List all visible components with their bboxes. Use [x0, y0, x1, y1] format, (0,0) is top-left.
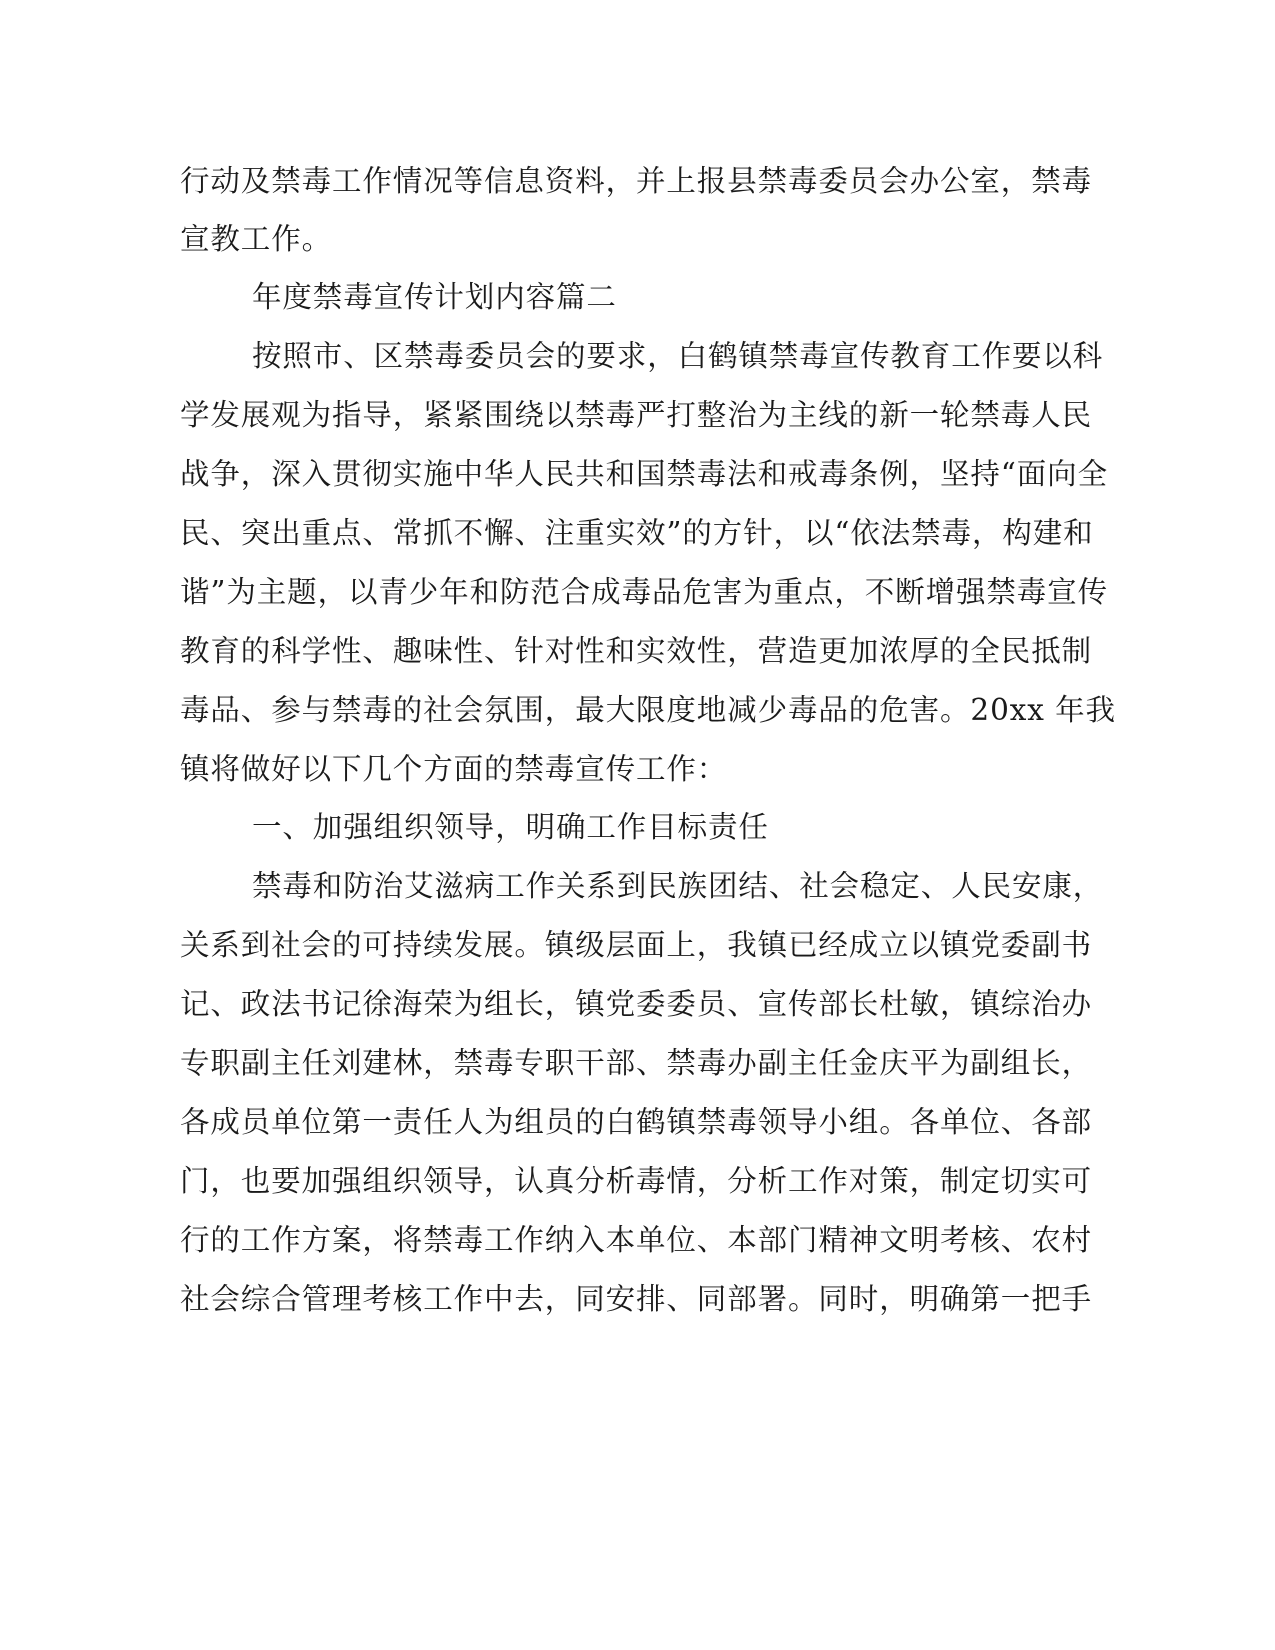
section-title: 年度禁毒宣传计划内容篇二 — [252, 280, 617, 314]
paragraph-line: 门，也要加强组织领导，认真分析毒情，分析工作对策，制定切实可 — [180, 1164, 1093, 1198]
paragraph-line: 禁毒和防治艾滋病工作关系到民族团结、社会稳定、人民安康， — [252, 869, 1104, 903]
paragraph-line: 民、突出重点、常抓不懈、注重实效”的方针，以“依法禁毒，构建和 — [180, 516, 1094, 550]
paragraph-line: 学发展观为指导，紧紧围绕以禁毒严打整治为主线的新一轮禁毒人民 — [180, 398, 1093, 432]
paragraph-line: 关系到社会的可持续发展。镇级层面上，我镇已经成立以镇党委副书 — [180, 928, 1093, 962]
paragraph-line: 各成员单位第一责任人为组员的白鹤镇禁毒领导小组。各单位、各部 — [180, 1105, 1093, 1139]
paragraph-line: 行动及禁毒工作情况等信息资料，并上报县禁毒委员会办公室，禁毒 — [180, 164, 1093, 198]
paragraph-line: 专职副主任刘建林，禁毒专职干部、禁毒办副主任金庆平为副组长， — [180, 1046, 1093, 1080]
paragraph-line: 谐”为主题，以青少年和防范合成毒品危害为重点，不断增强禁毒宣传 — [180, 575, 1108, 609]
paragraph-line: 宣教工作。 — [180, 222, 333, 256]
paragraph-line: 教育的科学性、趣味性、针对性和实效性，营造更加浓厚的全民抵制 — [180, 634, 1093, 668]
section-heading: 一、加强组织领导，明确工作目标责任 — [252, 810, 769, 844]
paragraph-line: 毒品、参与禁毒的社会氛围，最大限度地减少毒品的危害。20xx 年我 — [180, 693, 1116, 727]
paragraph-line: 记、政法书记徐海荣为组长，镇党委委员、宣传部长杜敏，镇综治办 — [180, 987, 1093, 1021]
paragraph-line: 社会综合管理考核工作中去，同安排、同部署。同时，明确第一把手 — [180, 1282, 1093, 1316]
paragraph-line: 战争，深入贯彻实施中华人民共和国禁毒法和戒毒条例，坚持“面向全 — [180, 457, 1108, 491]
paragraph-line: 镇将做好以下几个方面的禁毒宣传工作： — [180, 752, 728, 786]
paragraph-line: 按照市、区禁毒委员会的要求，白鹤镇禁毒宣传教育工作要以科 — [252, 339, 1104, 373]
paragraph-line: 行的工作方案，将禁毒工作纳入本单位、本部门精神文明考核、农村 — [180, 1223, 1093, 1257]
